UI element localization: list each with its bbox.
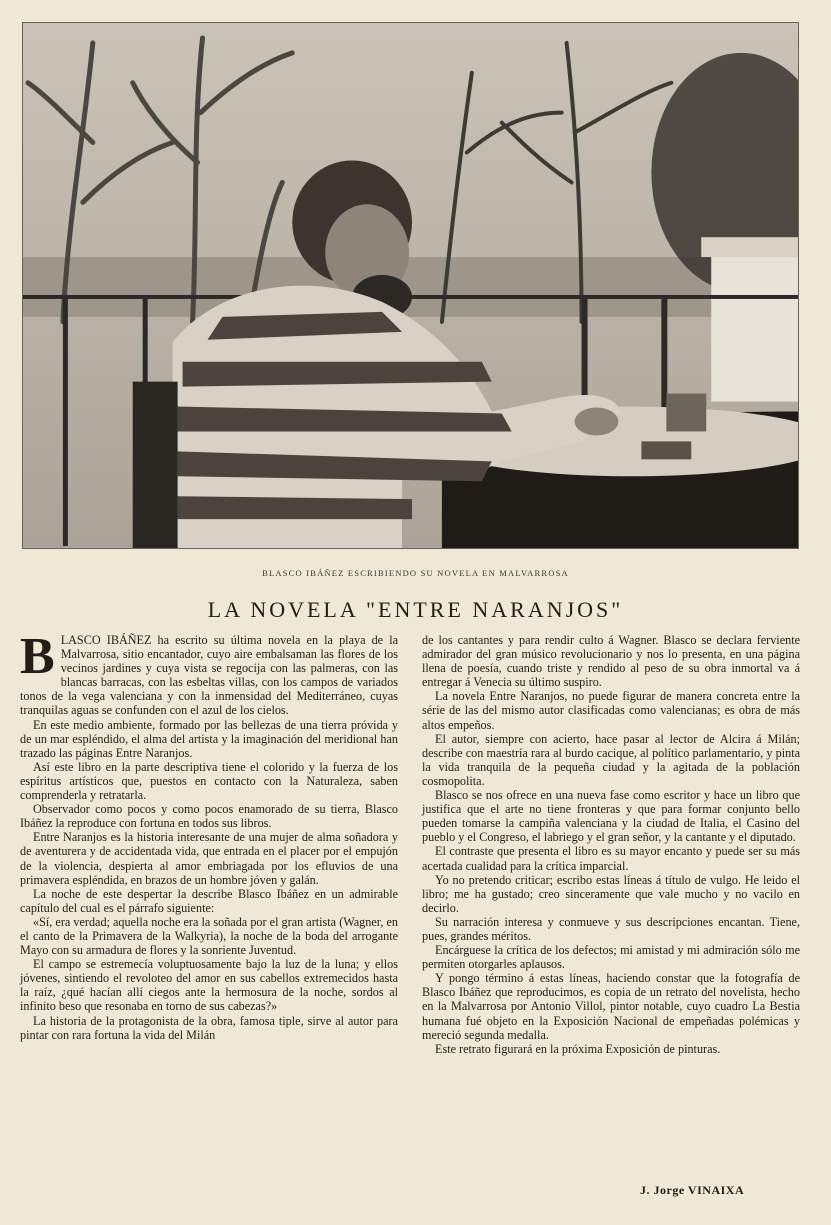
photo-illustration [23, 23, 798, 548]
paragraph: de los cantantes y para rendir culto á Wagner. Blasco se declara ferviente admirador del gran músico revolucionario y nos lo presenta, en una página llena de poesía, cuando triste y rendido al peso de su obra inmortal va á entregar á Venecia su último suspiro. [422, 633, 800, 690]
photo-caption: BLASCO IBÁÑEZ ESCRIBIENDO SU NOVELA EN MALVARROSA [262, 568, 569, 578]
paragraph: El contraste que presenta el libro es su mayor encanto y puede ser su más acertada cualidad para la crítica imparcial. [422, 844, 800, 873]
portrait-photograph [22, 22, 799, 549]
paragraph: Yo no pretendo criticar; escribo estas líneas á título de vulgo. He leido el libro; me ha gustado; creo sinceramente que vale mucho y no vacilo en decirlo. [422, 872, 800, 915]
article-title: LA NOVELA "ENTRE NARANJOS" [207, 597, 624, 622]
author-signature: J. Jorge VINAIXA [640, 1183, 745, 1197]
paragraph: Entre Naranjos es la historia interesante de una mujer de alma soñadora y de aventurera y de accidentada vida, que entrada en el placer por el empujón de la violencia, despierta al amor embriagada por los efluvios de una primavera espléndida, en brazos de un hombre jóven y galán. [20, 830, 398, 887]
paragraph: La novela Entre Naranjos, no puede figurar de manera concreta entre la série de las del mismo autor clasificadas como valencianas; es obra de más altos empeños. [422, 689, 800, 732]
paragraph: Blasco se nos ofrece en una nueva fase como escritor y hace un libro que justifica que el arte no tiene fronteras y que para formar conjunto bello pueden tomarse la campiña valenciana y la ciudad de Italia, el Casino del pueblo y el Congreso, el labriego y el gran señor, y la cantante y el diputado. [422, 788, 800, 845]
drop-cap: B [20, 628, 55, 685]
paragraph: Encárguese la crítica de los defectos; mi amistad y mi admiración sólo me permiten otorgarles aplausos. [422, 943, 800, 972]
paragraph: «Sí, era verdad; aquella noche era la soñada por el gran artista (Wagner, en el canto de la Primavera de la Walkyria), la noche de la boda del arrogante Mayo con su armadura de flores y la sonriente Juventud. [20, 914, 398, 958]
paragraph: Este retrato figurará en la próxima Exposición de pinturas. [435, 1041, 721, 1056]
paragraph: El campo se estremecía voluptuosamente bajo la luz de la luna; y ellos jóvenes, sintiendo el revoloteo del amor en sus cabellos extremecidos hasta la raíz, ¿qué hacían allí ciegos ante la hermosura de la noche, sordos al infinito beso que resonaba en torno de sus cabezas?» [20, 957, 398, 1014]
article-column-right [422, 633, 800, 1056]
paragraph: La historia de la protagonista de la obra, famosa tiple, sirve al autor para pintar con rara fortuna la vida del Milán [20, 1013, 398, 1042]
article-column-left [20, 628, 398, 1042]
paragraph [20, 628, 398, 718]
paragraph: Así este libro en la parte descriptiva tiene el colorido y la fuerza de los espíritus artísticos que, puestos en contacto con la Naturaleza, saben comprenderla y retratarla. [20, 759, 398, 803]
paragraph: En este medio ambiente, formado por las bellezas de una tierra próvida y de un mar espléndido, el alma del artista y la imaginación del meridional han trazado las páginas Entre Naranjos. [20, 717, 398, 760]
paragraph: Observador como pocos y como pocos enamorado de su tierra, Blasco Ibáñez la reproduce con fortuna en todos sus libros. [20, 802, 398, 831]
paragraph: Y pongo término á estas líneas, haciendo constar que la fotografía de Blasco Ibáñez que reproducimos, es copia de un retrato del novelista, hecho en la Malvarrosa por Antonio Villol, pintor notable, cuyo cuadro La Bestia humana fué objeto en la Exposición Nacional de empeñadas polémicas y mereció segunda medalla. [422, 971, 800, 1042]
paragraph: La noche de este despertar la describe Blasco Ibáñez en un admirable capítulo del cual es el párrafo siguiente: [20, 886, 398, 915]
paragraph: El autor, siempre con acierto, hace pasar al lector de Alcira á Milán; describe con maestría rara al burdo cacique, al político parlamentario, y pinta la vida tranquila de la pequeña ciudad y la agitada de la población cosmopolita. [422, 731, 800, 788]
paragraph-text: LASCO IBÁÑEZ ha escrito su última novela en la playa de la Malvarrosa, sitio encantador, cuyo aire embalsaman las flores de los vecinos jardines y cuya vista se regocija con las palmeras, con las blancas barracas, con las esbeltas villas, con los campos de variados tonos de la vega valenciana y con la inmensidad del Mediterráneo, cuyas tranquilas aguas se confunden con el azul de los cielos. [20, 633, 398, 718]
paragraph: Su narración interesa y conmueve y sus descripciones encantan. Tiene, pues, grandes méritos. [422, 914, 800, 943]
